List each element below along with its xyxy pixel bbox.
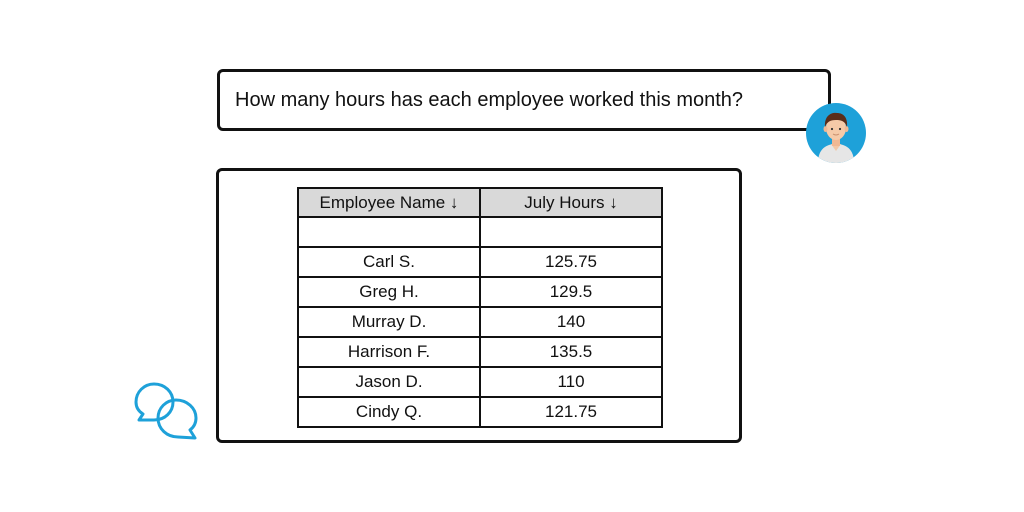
answer-card	[216, 168, 742, 443]
chat-bubbles-icon	[133, 380, 201, 442]
question-text: How many hours has each employee worked this month?	[235, 88, 744, 111]
cell-hours: 135.5	[480, 337, 662, 367]
cell-employee-name: Cindy Q.	[298, 397, 480, 427]
table-row	[298, 367, 662, 397]
cell-employee-name	[298, 217, 480, 247]
table-row	[298, 277, 662, 307]
cell-hours: 140	[480, 307, 662, 337]
cell-hours: 121.75	[480, 397, 662, 427]
user-avatar-icon	[806, 103, 866, 163]
table-row	[298, 397, 662, 427]
column-header-july-hours[interactable]: July Hours ↓	[480, 188, 662, 217]
table-row	[298, 307, 662, 337]
cell-hours: 129.5	[480, 277, 662, 307]
cell-employee-name: Carl S.	[298, 247, 480, 277]
cell-employee-name: Harrison F.	[298, 337, 480, 367]
cell-hours	[480, 217, 662, 247]
table-header-row	[298, 188, 662, 217]
cell-employee-name: Murray D.	[298, 307, 480, 337]
table-row	[298, 217, 662, 247]
column-header-employee-name[interactable]: Employee Name ↓	[298, 188, 480, 217]
table-row	[298, 247, 662, 277]
hours-table	[297, 187, 663, 428]
cell-hours: 110	[480, 367, 662, 397]
cell-employee-name: Jason D.	[298, 367, 480, 397]
cell-hours: 125.75	[480, 247, 662, 277]
table-row	[298, 337, 662, 367]
question-bubble	[217, 69, 831, 131]
cell-employee-name: Greg H.	[298, 277, 480, 307]
